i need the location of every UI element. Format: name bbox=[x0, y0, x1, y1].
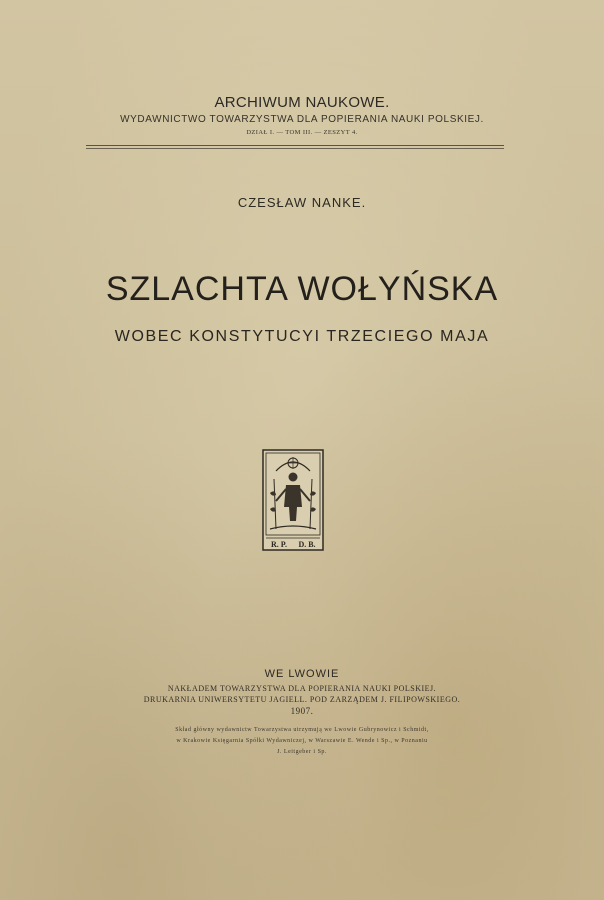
imprint-line-publisher: NAKŁADEM TOWARZYSTWA DLA POPIERANIA NAUKI POLSKIEJ. bbox=[167, 684, 437, 693]
header-rule bbox=[86, 145, 504, 146]
main-title: SZLACHTA WOŁYŃSKA bbox=[105, 270, 499, 308]
publisher-line: WYDAWNICTWO TOWARZYSTWA DLA POPIERANIA NAUKI POLSKIEJ. bbox=[120, 114, 484, 125]
emblem-caption-left: R. P. bbox=[271, 540, 287, 549]
author-name: CZESŁAW NANKE. bbox=[237, 195, 367, 210]
imprint-line-printer: DRUKARNIA UNIWERSYTETU JAGIELL. POD ZARZĄDEM J. FILIPOWSKIEGO. bbox=[143, 695, 461, 704]
emblem-caption-right: D. B. bbox=[298, 540, 316, 549]
imprint-year: 1907. bbox=[290, 706, 314, 716]
imprint-place: WE LWOWIE bbox=[264, 668, 340, 680]
distribution-line-2: w Krakowie Księgarnia Spółki Wydawniczej, w Warszawie E. Wende i Sp., w Poznaniu bbox=[176, 738, 428, 744]
series-title: ARCHIWUM NAUKOWE. bbox=[214, 94, 390, 111]
header-rule-thin bbox=[86, 148, 504, 149]
volume-line: DZIAŁ I. — TOM III. — ZESZYT 4. bbox=[246, 129, 358, 136]
distribution-line-3: J. Leitgeber i Sp. bbox=[277, 749, 327, 755]
subtitle: WOBEC KONSTYTUCYI TRZECIEGO MAJA bbox=[114, 328, 490, 345]
printer-mark-emblem-icon bbox=[262, 449, 324, 551]
distribution-line-1: Skład główny wydawnictw Towarzystwa utrzymują we Lwowie Gubrynowicz i Schmidt, bbox=[175, 727, 429, 733]
